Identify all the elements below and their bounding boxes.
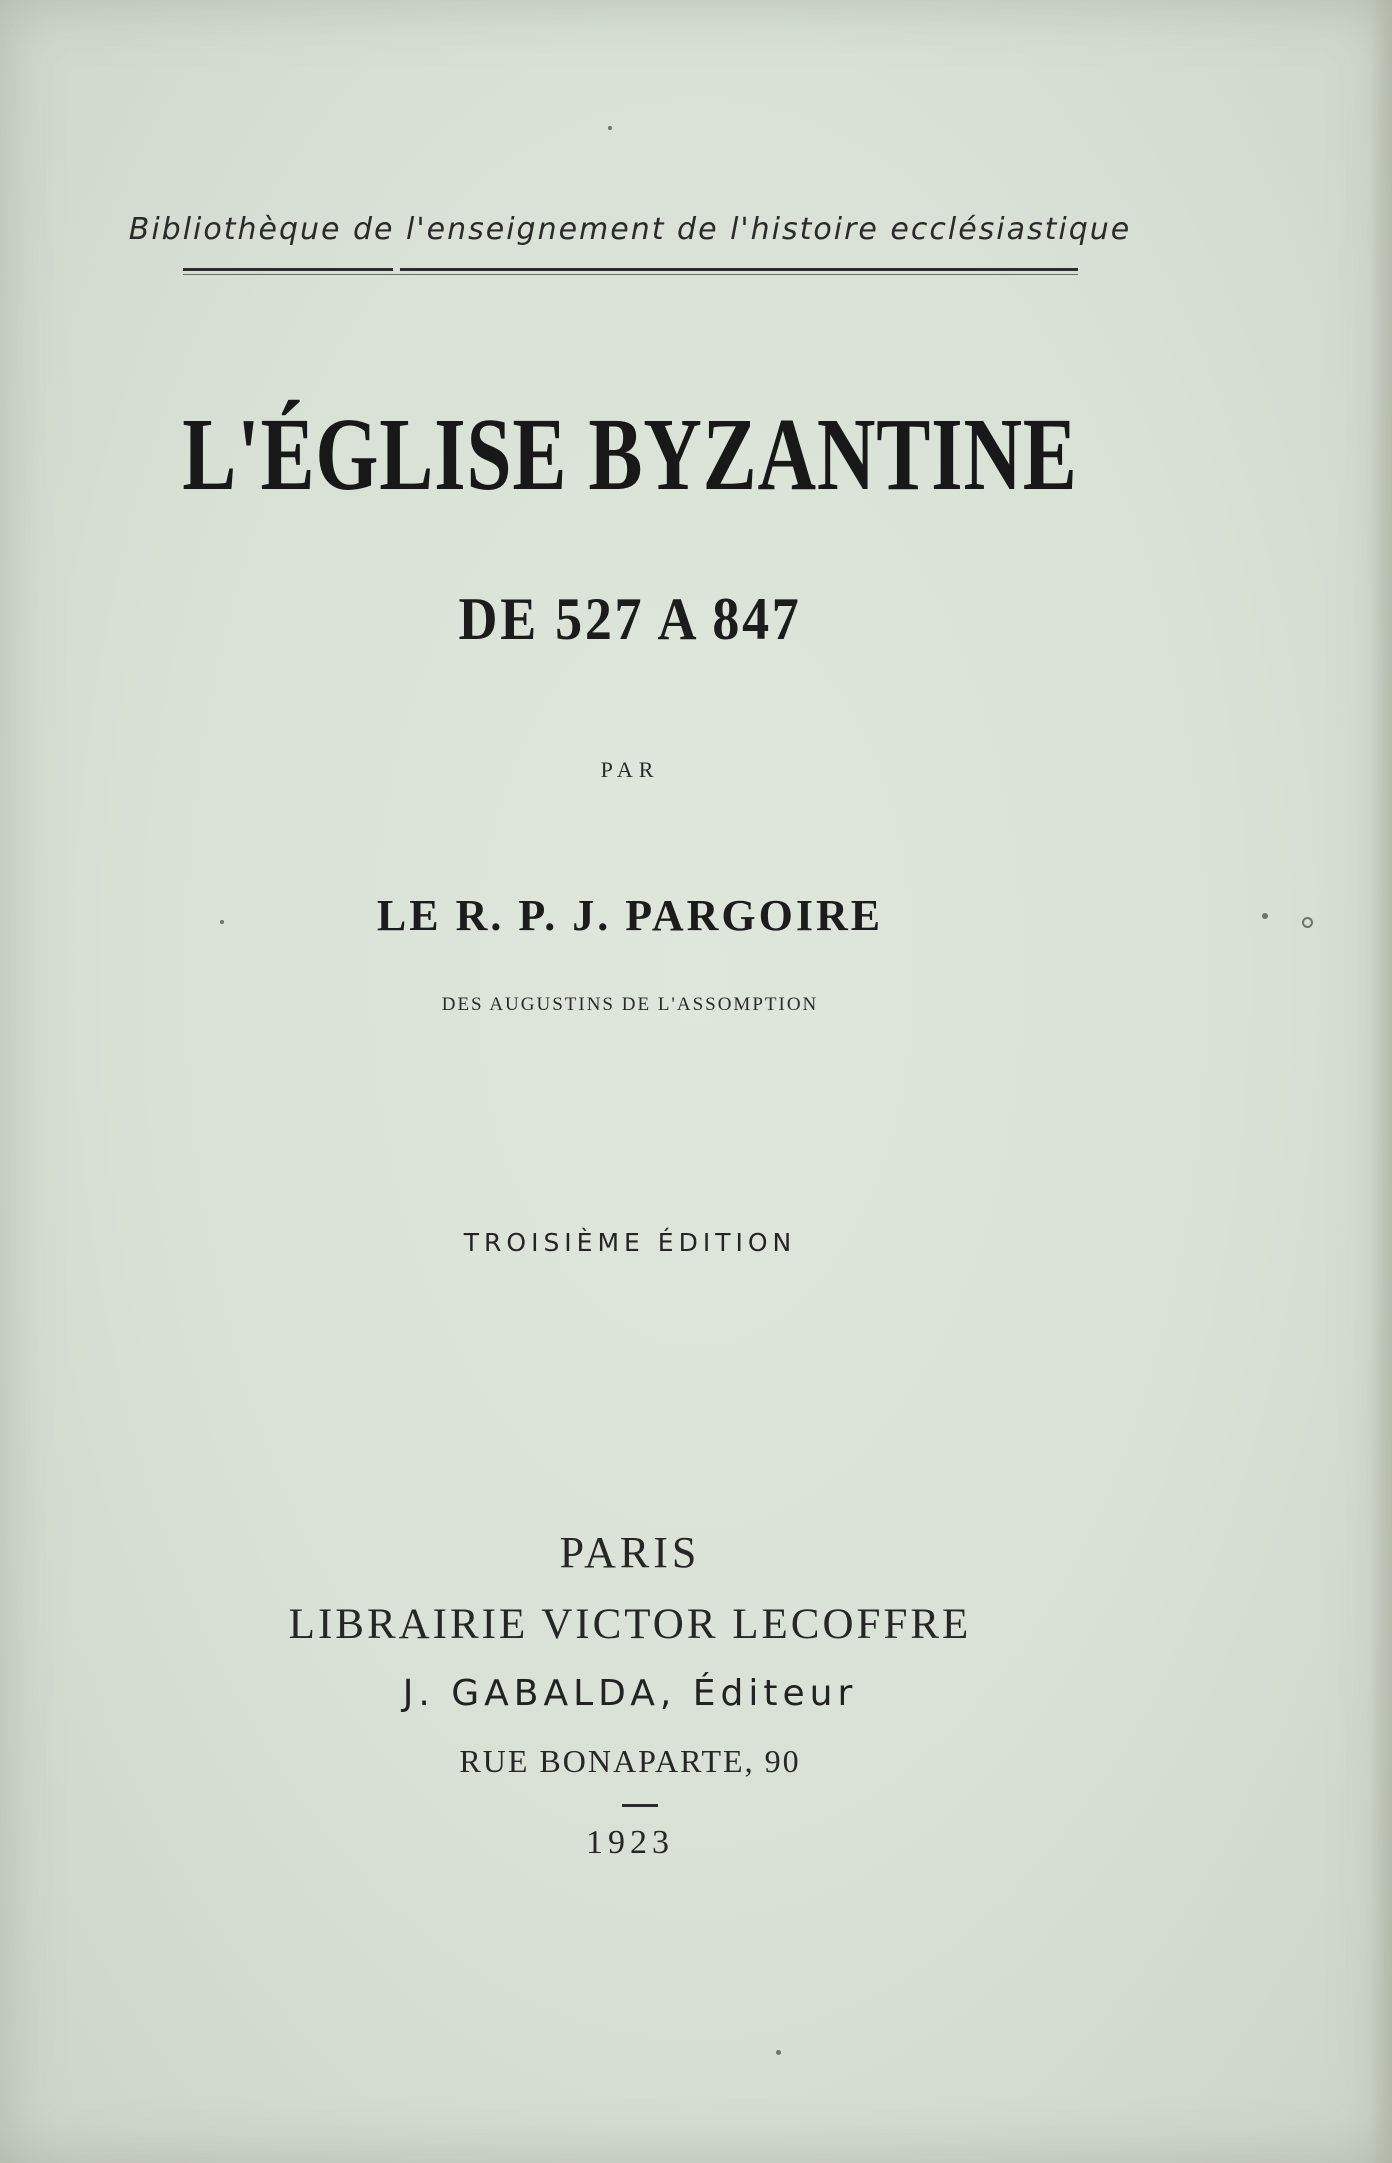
paper-speck [1302, 917, 1313, 928]
by-label: PAR [600, 757, 660, 782]
year-dash [622, 1804, 658, 1807]
author-order: DES AUGUSTINS DE L'ASSOMPTION [441, 994, 819, 1015]
paper-speck [608, 126, 612, 130]
series-rule-left [183, 268, 393, 271]
publisher-address: RUE BONAPARTE, 90 [459, 1743, 801, 1779]
paper-speck [776, 2050, 781, 2055]
publisher-name: LIBRAIRIE VICTOR LECOFFRE [288, 1601, 972, 1648]
edition-label: TROISIÈME ÉDITION [463, 1228, 797, 1257]
publisher-city: PARIS [559, 1528, 701, 1577]
series-title: Bibliothèque de l'enseignement de l'histoire ecclésiastique [128, 212, 1132, 247]
paper-speck [1262, 913, 1268, 919]
book-title: L'ÉGLISE BYZANTINE [182, 397, 1078, 512]
paper-speck [220, 920, 224, 924]
book-subtitle-dates: DE 527 A 847 [458, 586, 802, 652]
page-edge [1370, 0, 1392, 2163]
publication-year: 1923 [586, 1824, 674, 1861]
publisher-editor: J. GABALDA, Éditeur [402, 1673, 858, 1714]
author-name: LE R. P. J. PARGOIRE [376, 891, 884, 940]
series-rule-thin [183, 274, 1078, 275]
series-rule-right [400, 268, 1078, 271]
